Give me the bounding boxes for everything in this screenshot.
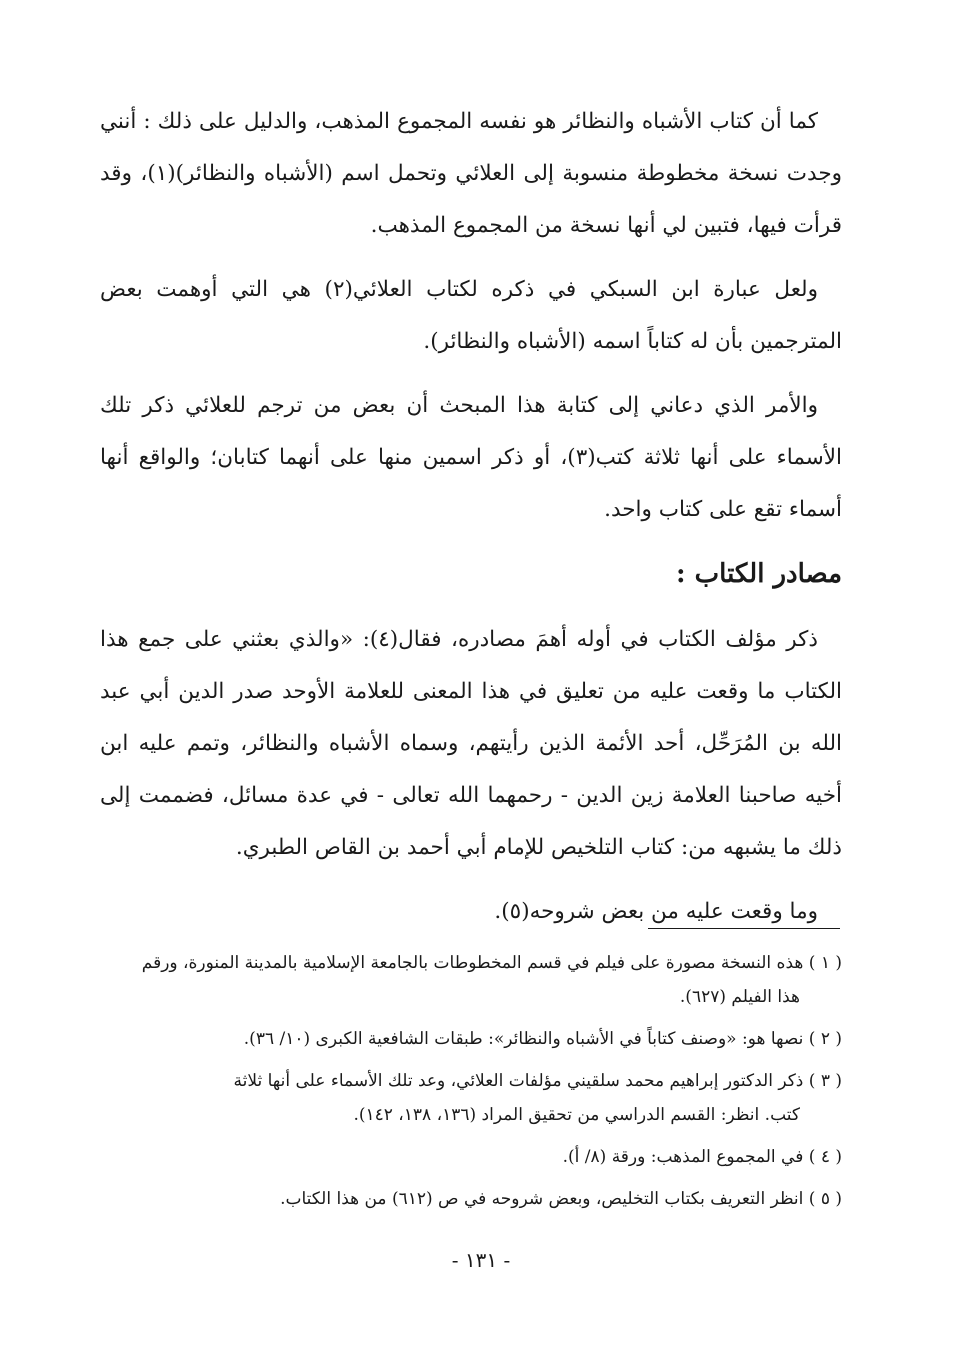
footnote-text: في المجموع المذهب: ورقة (٨/ أ).: [562, 1147, 804, 1167]
section-heading: مصادر الكتاب :: [676, 559, 842, 589]
footnote-continuation: كتب. انظر: القسم الدراسي من تحقيق المراد (١٣٦، ١٣٨، ١٤٢).: [353, 1105, 800, 1125]
footnote-number: ( ٣ ): [808, 1071, 842, 1091]
footnote-number: ( ٥ ): [808, 1189, 842, 1209]
footnote-number: ( ٢ ): [808, 1029, 842, 1049]
footnote-text: هذه النسخة مصورة على فيلم في قسم المخطوطات بالجامعة الإسلامية بالمدينة المنورة، ورقم: [141, 953, 804, 973]
footnote-5: [100, 1182, 842, 1216]
footnote-3: [100, 1064, 842, 1132]
footnote-separator: [648, 928, 840, 929]
footnote-number: ( ٤ ): [808, 1147, 842, 1167]
footnote-continuation: هذا الفيلم (٦٢٧).: [679, 987, 800, 1007]
paragraph-4: ذكر مؤلف الكتاب في أوله أهمَ مصادره، فقال(٤): «والذي بعثني على جمع هذا الكتاب ما وقعت عليه من تعليق في هذا المعنى للعلامة الأوحد صدر الدين أبي عبد الله بن المُرَحِّل، أحد الأئمة الذين رأيتهم، وسماه الأشباه والنظائر، وتمم عليه ابن أخيه صاحبنا العلامة زين الدين - رحمهما الله تعالى - في عدة مسائل، فضممت إلى ذلك ما يشبهه من: كتاب التلخيص للإمام أبي أحمد بن القاص الطبري.: [100, 627, 842, 860]
paragraph-1: كما أن كتاب الأشباه والنظائر هو نفسه المجموع المذهب، والدليل على ذلك : أنني وجدت نسخة مخطوطة منسوبة إلى العلائي وتحمل اسم (الأشباه والنظائر)(١)، وقد قرأت فيها، فتبين لي أنها نسخة من المجموع المذهب.: [100, 109, 843, 238]
main-text: [100, 96, 842, 950]
footnotes: [100, 946, 842, 1224]
footnote-number: ( ١ ): [808, 953, 842, 973]
paragraph-5: وما وقعت عليه من بعض شروحه(٥).: [494, 899, 818, 924]
footnote-text: نصها هو: «وصنف كتاباً في الأشباه والنظائر»: طبقات الشافعية الكبرى (١٠/ ٣٦).: [243, 1029, 804, 1049]
footnote-text: ذكر الدكتور إبراهيم محمد سلقيني مؤلفات العلائي، وعد تلك الأسماء على أنها ثلاثة: [233, 1071, 804, 1091]
footnote-text: انظر التعريف بكتاب التخليص، وبعض شروحه في ص (٦١٢) من هذا الكتاب.: [280, 1189, 804, 1209]
paragraph-2: ولعل عبارة ابن السبكي في ذكره لكتاب العلائي(٢) هي التي أوهمت بعض المترجمين بأن له كتاباً اسمه (الأشباه والنظائر).: [100, 277, 842, 354]
page-number: - ١٣١ -: [451, 1248, 511, 1272]
footnote-2: [100, 1022, 842, 1056]
footnote-4: [100, 1140, 842, 1174]
paragraph-3: والأمر الذي دعاني إلى كتابة هذا المبحث أن بعض من ترجم للعلائي ذكر تلك الأسماء على أنها ثلاثة كتب(٣)، أو ذكر اسمين منها على أنهما كتابان؛ والواقع أنها أسماء تقع على كتاب واحد.: [100, 393, 843, 522]
footnote-1: [100, 946, 842, 1014]
